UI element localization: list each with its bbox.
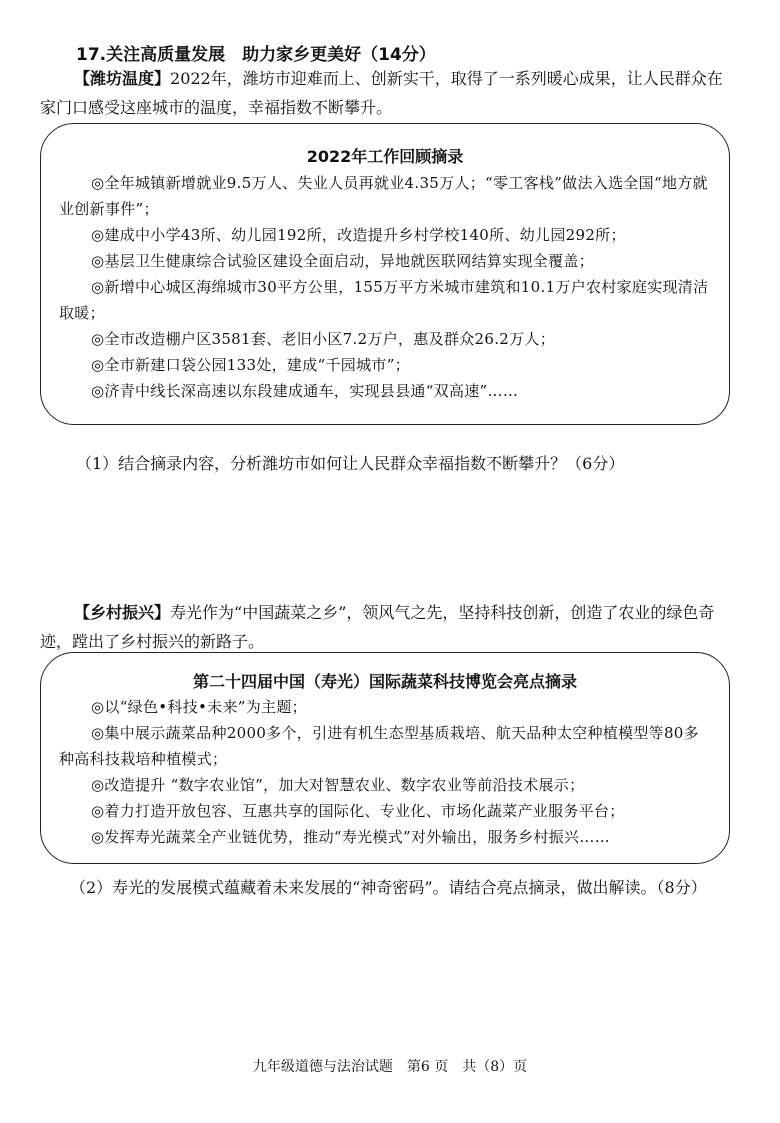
question-2: （2）寿光的发展模式蕴藏着未来发展的“神奇密码”。请结合亮点摘录，做出解读。（8分） [70, 878, 707, 897]
page-footer: 九年级道德与法治试题 第6 页 共（8）页 [252, 1059, 528, 1075]
section2-item: ◎改造提升 “数字农业馆”，加大对智慧农业、数字农业等前沿技术展示； [91, 776, 585, 794]
section2-tag: 【乡村振兴】 [74, 603, 171, 622]
section1-excerpt-box [40, 123, 730, 425]
section2-item: ◎集中展示蔬菜品种2000多个，引进有机生态型基质栽培、航天品种太空种植模型等80多种高科技栽培种植模式； [59, 724, 699, 768]
section1-item: ◎基层卫生健康综合试验区建设全面启动，异地就医联网结算实现全覆盖； [91, 252, 594, 270]
question-title: 17.关注高质量发展 助力家乡更美好（14分） [76, 45, 436, 65]
section1-item: ◎全市改造棚户区3581套、老旧小区7.2万户，惠及群众26.2万人； [91, 330, 556, 348]
section2-box-title: 第二十四届中国（寿光）国际蔬菜科技博览会亮点摘录 [192, 672, 577, 691]
section1-item: ◎全年城镇新增就业9.5万人、失业人员再就业4.35万人；“零工客栈”做法入选全国“地方就业创新事件”； [59, 174, 708, 218]
section1-item: ◎新增中心城区海绵城市30平方公里，155万平方米城市建筑和10.1万户农村家庭实现清洁取暖； [59, 278, 709, 322]
section1-tag: 【潍坊温度】 [74, 69, 171, 88]
section2-intro-text: 寿光作为“中国蔬菜之乡”，领风气之先，坚持科技创新，创造了农业的绿色奇迹，蹚出了乡村振兴的新路子。 [40, 603, 715, 651]
section1-box-title: 2022年工作回顾摘录 [306, 147, 464, 166]
section1-item: ◎济青中线长深高速以东段建成通车，实现县县通“双高速”…… [91, 382, 519, 400]
section1-intro-text: 2022年，潍坊市迎难而上、创新实干，取得了一系列暖心成果，让人民群众在家门口感受这座城市的温度，幸福指数不断攀升。 [40, 69, 723, 117]
section2-excerpt-box [40, 652, 730, 864]
section1-item: ◎全市新建口袋公园133处，建成“千园城市”； [91, 356, 410, 374]
section2-item: ◎着力打造开放包容、互惠共享的国际化、专业化、市场化蔬菜产业服务平台； [91, 802, 625, 820]
section1-intro [40, 64, 730, 122]
section2-item: ◎发挥寿光蔬菜全产业链优势，推动“寿光模式”对外输出，服务乡村振兴…… [91, 828, 610, 846]
section2-item: ◎以“绿色•科技•未来”为主题； [91, 698, 307, 716]
question-1: （1）结合摘录内容，分析潍坊市如何让人民群众幸福指数不断攀升？（6分） [76, 454, 625, 473]
section1-item: ◎建成中小学43所、幼儿园192所，改造提升乡村学校140所、幼儿园292所； [91, 226, 626, 244]
section2-intro [40, 598, 730, 656]
